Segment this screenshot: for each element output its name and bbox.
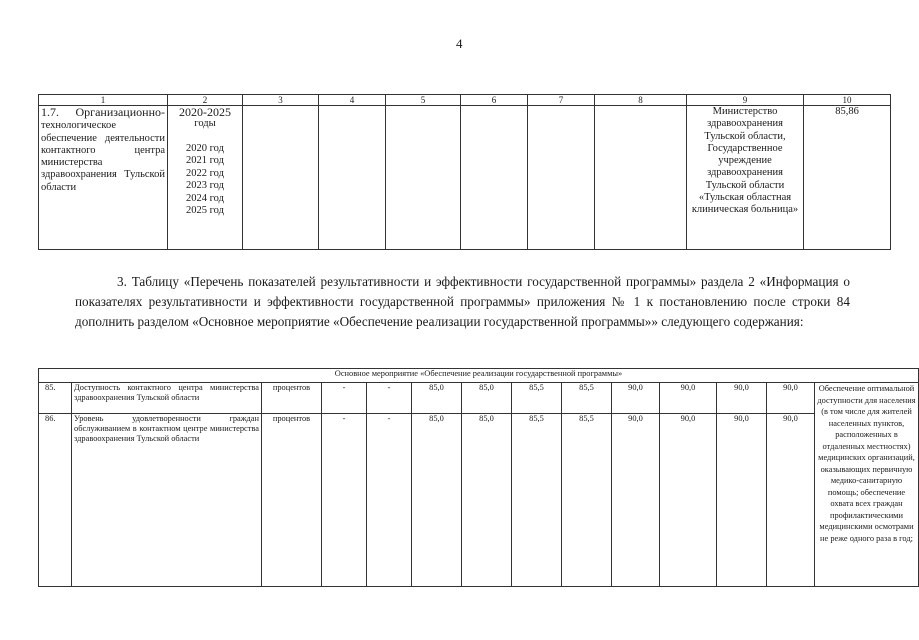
value-cell: 90,0 (612, 414, 660, 587)
value-cell: 90,0 (660, 414, 717, 587)
unit-cell: процентов (262, 383, 322, 414)
row-number: 85. (39, 383, 72, 414)
value-cell: - (367, 383, 412, 414)
value-cell: 90,0 (612, 383, 660, 414)
responsible-cell: Министерство здравоохранения Тульской области, Государственное учреждение здравоохранения Тульской области «Тульская областная клиническая больница» (687, 106, 804, 250)
program-activities-table (38, 94, 891, 250)
column-header: 10 (804, 95, 891, 106)
value-cell: - (322, 383, 367, 414)
column-header: 8 (595, 95, 687, 106)
empty-cell (386, 106, 461, 250)
value-cell: 85,86 (804, 106, 891, 250)
value-cell: 85,0 (412, 414, 462, 587)
page-number: 4 (456, 36, 463, 51)
table-row (39, 106, 891, 250)
value-cell: 85,5 (562, 414, 612, 587)
activity-number: 1.7. Организационно- (41, 105, 165, 119)
value-cell: 85,5 (562, 383, 612, 414)
value-cell: 90,0 (767, 383, 815, 414)
section-title: Основное мероприятие «Обеспечение реализации государственной программы» (39, 369, 919, 383)
section-header-row (39, 369, 919, 383)
value-cell: 90,0 (660, 383, 717, 414)
empty-cell (461, 106, 528, 250)
period-range: 2020-2025 (179, 105, 231, 119)
value-cell: - (367, 414, 412, 587)
column-header: 7 (528, 95, 595, 106)
value-cell: 90,0 (767, 414, 815, 587)
purpose-cell: Обеспечение оптимальной доступности для населения (в том числе для жителей населенных пунктов, расположенных в отдаленных местностях) медицинских организаций, оказывающих первичную медико-санитарную помощь; обеспечение охвата всех граждан профилактическими медицинскими осмотрами не реже одного раза в год; (815, 383, 919, 587)
value-cell: 90,0 (717, 383, 767, 414)
indicator-name: Уровень удовлетворенности граждан обслуживанием в контактном центре министерства здравоохранения Тульской области (72, 414, 262, 587)
amendment-text: 3. Таблицу «Перечень показателей результативности и эффективности государственной программы» раздела 2 «Информация о показателях результативности и эффективности государственной программы» приложения № 1 к постановлению после строки 84 дополнить разделом «Основное мероприятие «Обеспечение реализации государственной программы»» следующего содержания: (75, 274, 850, 329)
column-header: 1 (39, 95, 168, 106)
empty-cell (595, 106, 687, 250)
period-years-label: годы (194, 118, 216, 130)
period-years-list: 2020 год 2021 год 2022 год 2023 год 2024 год 2025 год (186, 142, 224, 217)
column-header: 2 (168, 95, 243, 106)
column-header: 9 (687, 95, 804, 106)
empty-cell (243, 106, 319, 250)
value-cell: 85,0 (462, 383, 512, 414)
value-cell: - (322, 414, 367, 587)
value-cell: 90,0 (717, 414, 767, 587)
column-header: 3 (243, 95, 319, 106)
empty-cell (528, 106, 595, 250)
value-cell: 85,5 (512, 383, 562, 414)
column-header: 5 (386, 95, 461, 106)
indicator-name: Доступность контактного центра министерства здравоохранения Тульской области (72, 383, 262, 414)
unit-cell: процентов (262, 414, 322, 587)
amendment-paragraph (75, 272, 850, 332)
table-row (39, 414, 919, 587)
row-number: 86. (39, 414, 72, 587)
period-cell (168, 106, 243, 250)
column-header: 6 (461, 95, 528, 106)
activity-name-cell (39, 106, 168, 250)
value-cell: 85,0 (462, 414, 512, 587)
indicators-table (38, 368, 919, 587)
value-cell: 85,5 (512, 414, 562, 587)
table-row (39, 383, 919, 414)
activity-name: технологическое обеспечение деятельности контактного центра министерства здравоохранения Тульской области (41, 120, 165, 193)
value-cell: 85,0 (412, 383, 462, 414)
empty-cell (319, 106, 386, 250)
column-header: 4 (319, 95, 386, 106)
table-header-row (39, 95, 891, 106)
